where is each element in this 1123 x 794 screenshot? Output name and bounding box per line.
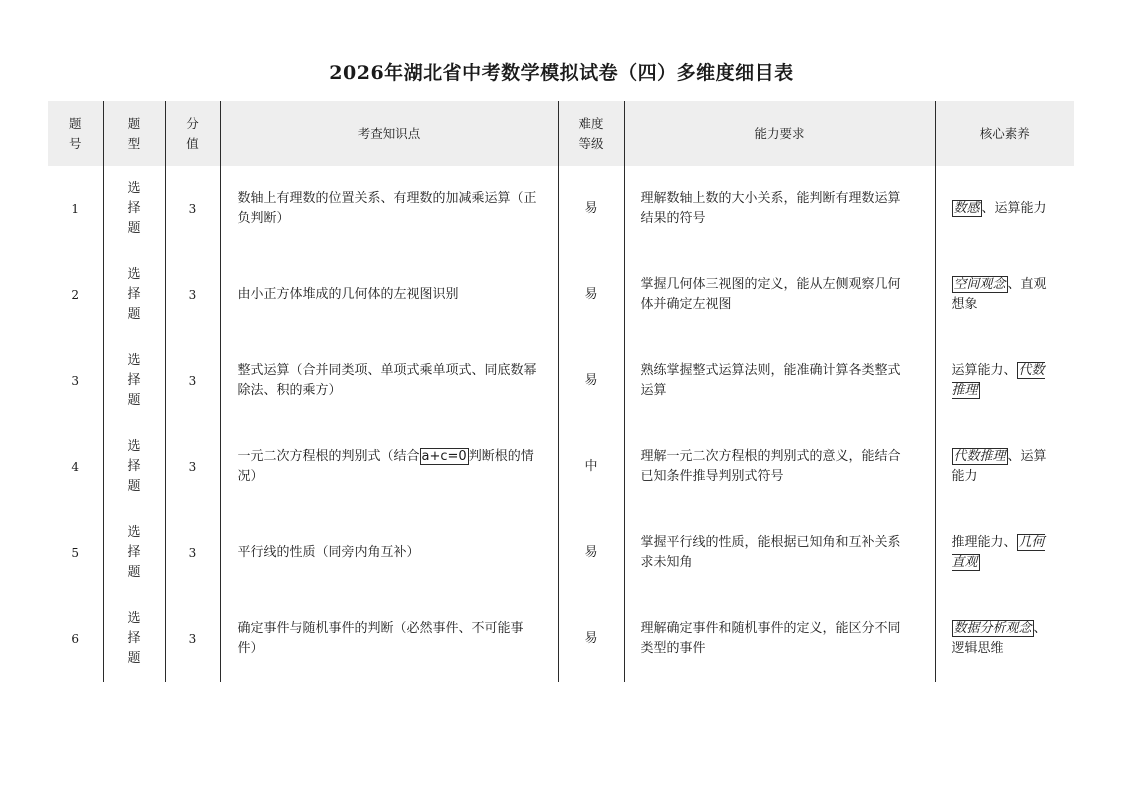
table-row — [48, 596, 1074, 682]
header-ability: 能力要求 — [624, 101, 935, 166]
header-row — [48, 101, 1074, 166]
table-row — [48, 166, 1074, 252]
table-row — [48, 252, 1074, 338]
cell-ability: 理解数轴上数的大小关系，能判断有理数运算结果的符号 — [624, 166, 935, 252]
literacy-text: 、运算能力 — [951, 449, 1047, 484]
header-difficulty-line: 难度 — [578, 115, 604, 131]
cell-literacy — [935, 424, 1074, 510]
cell-type — [103, 424, 165, 510]
literacy-boxed-term: 数感 — [953, 201, 980, 216]
cell-type-char: 择 — [127, 201, 141, 216]
cell-score: 3 — [165, 596, 220, 682]
knowledge-text: 一元二次方程根的判别式（结合 — [237, 449, 420, 464]
header-difficulty-line: 等级 — [578, 135, 604, 151]
cell-difficulty: 易 — [558, 166, 624, 252]
table-row — [48, 510, 1074, 596]
header-score-line: 分 — [186, 115, 199, 131]
cell-type-char: 题 — [127, 221, 141, 236]
cell-literacy — [935, 166, 1074, 252]
literacy-boxed-term: 代数推理 — [951, 363, 1045, 398]
cell-ability: 理解确定事件和随机事件的定义，能区分不同类型的事件 — [624, 596, 935, 682]
cell-difficulty: 易 — [558, 596, 624, 682]
cell-ability: 熟练掌握整式运算法则，能准确计算各类整式运算 — [624, 338, 935, 424]
header-no-line: 号 — [68, 135, 82, 151]
header-type — [103, 101, 165, 166]
header-score — [165, 101, 220, 166]
cell-type — [103, 510, 165, 596]
literacy-text: 、逻辑思维 — [951, 621, 1047, 656]
cell-type-char: 选 — [127, 439, 141, 454]
cell-ability: 掌握平行线的性质，能根据已知角和互补关系求未知角 — [624, 510, 935, 596]
cell-no: 1 — [71, 202, 80, 216]
cell-type-char: 题 — [127, 651, 141, 666]
header-knowledge: 考查知识点 — [220, 101, 558, 166]
cell-type — [103, 596, 165, 682]
cell-knowledge: 平行线的性质（同旁内角互补） — [220, 510, 558, 596]
literacy-text: 运算能力、 — [951, 363, 1017, 378]
cell-ability: 理解一元二次方程根的判别式的意义，能结合已知条件推导判别式符号 — [624, 424, 935, 510]
cell-type-char: 题 — [127, 307, 141, 322]
cell-difficulty: 中 — [558, 424, 624, 510]
formula-box: a+c=0 — [421, 449, 467, 464]
table-row — [48, 338, 1074, 424]
literacy-text: 推理能力、 — [951, 535, 1017, 550]
cell-knowledge: 确定事件与随机事件的判断（必然事件、不可能事件） — [220, 596, 558, 682]
cell-literacy — [935, 338, 1074, 424]
cell-type — [103, 166, 165, 252]
table-row — [48, 424, 1074, 510]
cell-type-char: 选 — [127, 353, 141, 368]
cell-score: 3 — [165, 166, 220, 252]
cell-score: 3 — [165, 424, 220, 510]
cell-type-char: 择 — [127, 631, 141, 646]
header-literacy: 核心素养 — [935, 101, 1074, 166]
cell-type-char: 选 — [127, 611, 141, 626]
cell-type-char: 选 — [127, 181, 141, 196]
cell-difficulty: 易 — [558, 510, 624, 596]
literacy-boxed-term: 数据分析观念 — [953, 621, 1032, 636]
cell-knowledge — [220, 424, 558, 510]
cell-score: 3 — [165, 510, 220, 596]
cell-type — [103, 252, 165, 338]
cell-score: 3 — [165, 252, 220, 338]
cell-difficulty: 易 — [558, 252, 624, 338]
cell-knowledge: 数轴上有理数的位置关系、有理数的加减乘运算（正负判断） — [220, 166, 558, 252]
header-score-line: 值 — [186, 135, 199, 151]
knowledge-text: 判断根的情况） — [237, 449, 534, 484]
literacy-boxed-term: 几何直观 — [951, 535, 1045, 570]
cell-no: 4 — [71, 460, 80, 474]
header-difficulty — [558, 101, 624, 166]
cell-type-char: 择 — [127, 287, 141, 302]
cell-no: 2 — [71, 288, 80, 302]
cell-type — [103, 338, 165, 424]
cell-difficulty: 易 — [558, 338, 624, 424]
header-type-line: 型 — [127, 135, 141, 151]
cell-type-char: 择 — [127, 545, 141, 560]
cell-ability: 掌握几何体三视图的定义，能从左侧观察几何体并确定左视图 — [624, 252, 935, 338]
cell-type-char: 择 — [127, 459, 141, 474]
literacy-boxed-term: 代数推理 — [953, 449, 1006, 464]
cell-knowledge: 由小正方体堆成的几何体的左视图识别 — [220, 252, 558, 338]
cell-literacy — [935, 596, 1074, 682]
header-type-line: 题 — [127, 115, 141, 131]
literacy-text: 、运算能力 — [981, 201, 1047, 216]
cell-knowledge: 整式运算（合并同类项、单项式乘单项式、同底数幂除法、积的乘方） — [220, 338, 558, 424]
cell-literacy — [935, 510, 1074, 596]
cell-score: 3 — [165, 338, 220, 424]
cell-no: 3 — [71, 374, 80, 388]
cell-type-char: 选 — [127, 525, 141, 540]
cell-type-char: 题 — [127, 479, 141, 494]
page-title: 2026年湖北省中考数学模拟试卷（四）多维度细目表 — [329, 62, 794, 84]
cell-no: 5 — [71, 546, 80, 560]
header-no — [48, 101, 103, 166]
literacy-text: 、直观想象 — [951, 277, 1047, 312]
cell-type-char: 题 — [127, 393, 141, 408]
cell-type-char: 择 — [127, 373, 141, 388]
detail-table — [48, 101, 1074, 682]
cell-literacy — [935, 252, 1074, 338]
cell-no: 6 — [71, 632, 80, 646]
header-no-line: 题 — [68, 115, 82, 131]
cell-type-char: 选 — [127, 267, 141, 282]
cell-type-char: 题 — [127, 565, 141, 580]
literacy-boxed-term: 空间观念 — [953, 277, 1006, 292]
